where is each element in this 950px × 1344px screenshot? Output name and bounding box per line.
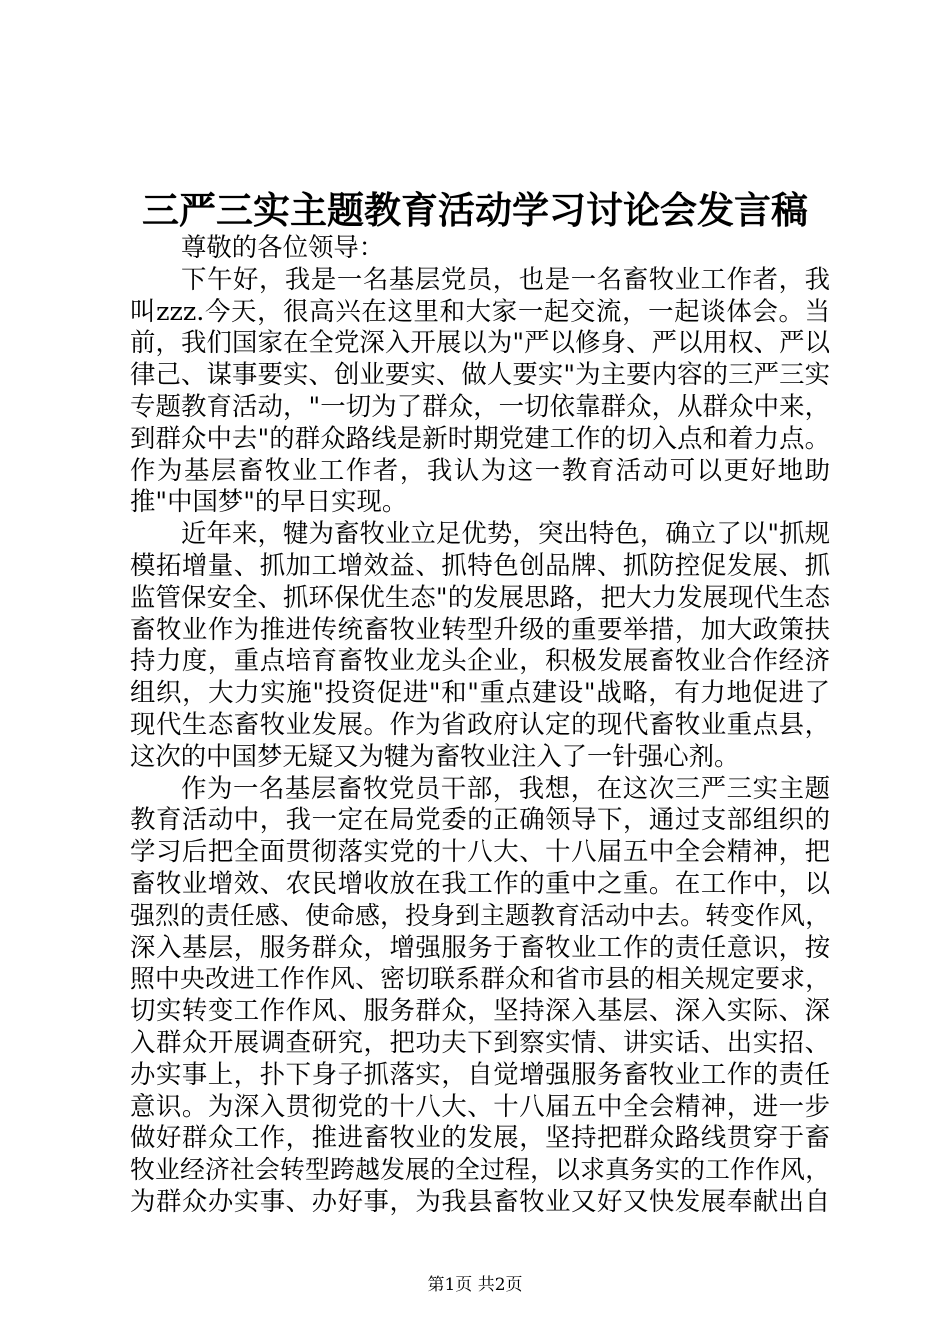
paragraph-line: 照中央改进工作作风、密切联系群众和省市县的相关规定要求， (130, 964, 830, 994)
paragraph-line: 做好群众工作，推进畜牧业的发展，坚持把群众路线贯穿于畜 (130, 1122, 830, 1153)
paragraph-line: 现代生态畜牧业发展。作为省政府认定的现代畜牧业重点县， (130, 708, 830, 739)
page-number-footer: 第1页 共2页 (427, 1275, 523, 1295)
salutation: 尊敬的各位领导： (181, 232, 385, 262)
paragraph-line: 深入基层，服务群众，增强服务于畜牧业工作的责任意识，按 (130, 931, 830, 962)
paragraph-line: 畜牧业增效、农民增收放在我工作的重中之重。在工作中，以 (130, 867, 830, 898)
paragraph-line: 专题教育活动，"一切为了群众，一切依靠群众，从群众中来， (130, 390, 830, 421)
document-title: 三严三实主题教育活动学习讨论会发言稿 (142, 188, 808, 232)
paragraph-line: 意识。为深入贯彻党的十八大、十八届五中全会精神，进一步 (130, 1090, 830, 1121)
paragraph-line: 作为基层畜牧业工作者，我认为这一教育活动可以更好地助 (130, 454, 830, 485)
paragraph-line: 畜牧业作为推进传统畜牧业转型升级的重要举措，加大政策扶 (130, 613, 830, 644)
paragraph-line: 监管保安全、抓环保优生态"的发展思路，把大力发展现代生态 (130, 581, 830, 612)
paragraph-line: 强烈的责任感、使命感，投身到主题教育活动中去。转变作风， (130, 900, 830, 930)
paragraph-line: 推"中国梦"的早日实现。 (130, 486, 408, 517)
paragraph-line: 这次的中国梦无疑又为犍为畜牧业注入了一针强心剂。 (130, 740, 740, 771)
paragraph-line: 学习后把全面贯彻落实党的十八大、十八届五中全会精神，把 (130, 836, 830, 867)
paragraph-line: 模拓增量、抓加工增效益、抓特色创品牌、抓防控促发展、抓 (130, 549, 830, 580)
paragraph-line: 组织，大力实施"投资促进"和"重点建设"战略，有力地促进了 (130, 677, 830, 708)
paragraph-line: 入群众开展调查研究，把功夫下到察实情、讲实话、出实招、 (130, 1026, 830, 1057)
paragraph-line: 办实事上，扑下身子抓落实，自觉增强服务畜牧业工作的责任 (130, 1058, 830, 1089)
document-body (130, 232, 830, 1218)
paragraph-1 (130, 264, 830, 518)
paragraph-line: 律己、谋事要实、创业要实、做人要实"为主要内容的三严三实 (130, 359, 830, 390)
paragraph-line: 持力度，重点培育畜牧业龙头企业，积极发展畜牧业合作经济 (130, 645, 830, 676)
paragraph-line: 到群众中去"的群众路线是新时期党建工作的切入点和着力点。 (130, 422, 830, 453)
paragraph-line: 牧业经济社会转型跨越发展的全过程，以求真务实的工作作风， (130, 1155, 830, 1185)
paragraph-line: 前，我们国家在全党深入开展以为"严以修身、严以用权、严以 (130, 327, 830, 358)
paragraph-line: 为群众办实事、办好事，为我县畜牧业又好又快发展奉献出自 (130, 1185, 830, 1216)
paragraph-2 (130, 518, 830, 772)
paragraph-line: 近年来，犍为畜牧业立足优势，突出特色，确立了以"抓规 (181, 518, 830, 549)
paragraph-line: 叫zzz.今天，很高兴在这里和大家一起交流，一起谈体会。当 (130, 295, 830, 326)
paragraph-line: 作为一名基层畜牧党员干部，我想，在这次三严三实主题 (181, 772, 830, 803)
paragraph-3 (130, 773, 830, 1218)
paragraph-line: 切实转变工作作风、服务群众，坚持深入基层、深入实际、深 (130, 995, 830, 1026)
paragraph-line: 教育活动中，我一定在局党委的正确领导下，通过支部组织的 (130, 804, 830, 835)
paragraph-line: 下午好，我是一名基层党员，也是一名畜牧业工作者，我 (181, 263, 830, 294)
